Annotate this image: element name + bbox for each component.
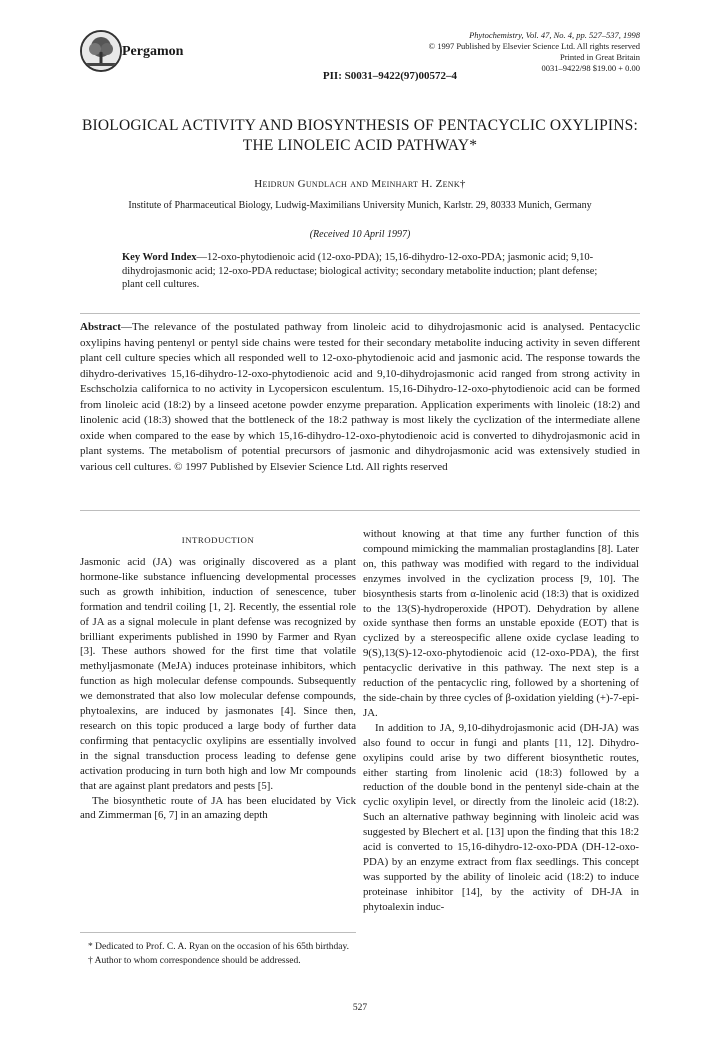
section-heading-introduction: INTRODUCTION <box>181 535 255 545</box>
pii-identifier: PII: S0031–9422(97)00572–4 <box>322 70 458 82</box>
copyright-line: © 1997 Published by Elsevier Science Ltd. All rights reserved <box>428 41 640 51</box>
author-affiliation: Institute of Pharmaceutical Biology, Ludwig-Maximilians University Munich, Karlstr. 29, 80333 Munich, Germany <box>128 200 592 211</box>
tree-emblem-icon <box>82 32 120 70</box>
footnote: * Dedicated to Prof. C. A. Ryan on the occasion of his 65th birthday. <box>88 942 349 952</box>
page-number: 527 <box>352 1003 368 1013</box>
received-date: (Received 10 April 1997) <box>309 229 411 240</box>
publisher-name: Pergamon <box>122 44 184 59</box>
paragraph: Jasmonic acid (JA) was originally discovered as a plant hormone-like substance influencing developmental processes such as growth inhibition, induction of senescence, tuber formation and tendril coiling [1, 2]. Recently, the essential role of JA as a signal molecule in plant defense was recognized by brilliant experiments published in 1990 by Farmer and Ryan [3]. These authors showed for the first time that volatile methyljasmonate (MeJA) induces proteinase inhibitors, which function as high molecular defense compounds. Subsequently we demonstrated that also low molecular defense compounds, phytoalexins, are induced by jasmonates [4]. Since then, research on this topic produced a large body of further data confirming that pentacyclic oxylipins are essentially involved in the signal transduction process leading to defense gene activation producing in turn both high and low Mr compounds that are against plant predators and pests [5]. <box>80 556 356 792</box>
footnotes <box>80 940 356 968</box>
keywords-text: —12-oxo-phytodienoic acid (12-oxo-PDA); 15,16-dihydro-12-oxo-PDA; jasmonic acid; 9,10-dihydrojasmonic acid; 12-oxo-PDA reductase; biological activity; secondary metabolite induction; plant defense; plant cell cultures. <box>122 252 598 290</box>
printed-line: Printed in Great Britain <box>559 52 640 62</box>
paragraph: The biosynthetic route of JA has been elucidated by Vick and Zimmerman [6, 7] in an amazing depth <box>80 794 356 822</box>
right-column <box>363 527 639 915</box>
abstract-block <box>80 320 640 475</box>
abstract-text: —The relevance of the postulated pathway from linoleic acid to dihydrojasmonic acid is analysed. Pentacyclic oxylipins having pentenyl or pentyl side chains were tested for their secondary metabolite inducing activity in seven different plant cell culture species which all responded well to 12-oxo-phytodienoic acid and jasmonic acid. The response towards the dihydro-derivatives 15,16-dihydro-12-oxo-phytodienoic acid and 9,10-dihydrojasmonic acid ranged from strong activity in Eschscholzia californica to no activity in Lycopersicon esculentum. 15,16-Dihydro-12-oxo-phytodienoic acid can be formed from linoleic acid (18:2) by a linseed acetone powder enzyme preparation. Application experiments with linoleic (18:2) and linolenic acid (18:3) showed that the bottleneck of the 18:2 pathway is most likely the cyclization of the intermediate allene oxide when compared to the ease by which 15,16-dihydro-12-oxo-phytodienoic acid is converted to dihydrojasmonic acid in plant systems. The metabolism of potential precursors of jasmonic and dihydrojasmonic acid was extensively studied in various cell cultures. © 1997 Published by Elsevier Science Ltd. All rights reserved <box>80 321 640 473</box>
publisher-logo <box>80 30 122 72</box>
abstract-top-divider <box>80 313 640 314</box>
article-title: BIOLOGICAL ACTIVITY AND BIOSYNTHESIS OF PENTACYCLIC OXYLIPINS: THE LINOLEIC ACID PATHWAY* <box>82 117 638 154</box>
journal-citation: Phytochemistry, Vol. 47, No. 4, pp. 527–537, 1998 <box>469 30 640 40</box>
abstract-label: Abstract <box>80 321 121 333</box>
left-column <box>80 555 356 823</box>
keywords-label: Key Word Index <box>122 252 197 263</box>
article-authors: Heidrun Gundlach and Meinhart H. Zenk† <box>254 178 466 190</box>
journal-info <box>429 30 640 74</box>
paragraph: In addition to JA, 9,10-dihydrojasmonic acid (DH-JA) was also found to occur in fungi and plants [11, 12]. Dihydro-oxylipins could arise by two different biosynthetic routes, either starting from linolenic acid (18:3) followed by a reduction of the double bond in the pentenyl side-chain at the cyclic oxylipin level, or directly from the linoleic acid (18:2). Such an alternative pathway beginning with linoleic acid was suggested by Blechert et al. [13] upon the finding that this 18:2 acid is converted to 15,16-dihydro-12-oxo-PDA (DH-12-oxo-PDA) by an enzyme extract from flax seedlings. This concept was supported by the ability of linoleic acid (18:2) to induce proteinase inhibitor [14], by the activity of DH-JA in phytoalexin induc- <box>363 721 639 913</box>
keywords-block <box>122 251 600 292</box>
issn-line: 0031–9422/98 $19.00 + 0.00 <box>541 63 640 73</box>
footnote: † Author to whom correspondence should be addressed. <box>88 956 301 966</box>
abstract-bottom-divider <box>80 510 640 511</box>
paragraph: without knowing at that time any further function of this compound mimicking the mammalian prostaglandins [8]. Later on, this pathway was modified with regard to the individual enzymes involved in the cyclization process [9, 10]. The biosynthesis starts from α-linolenic acid (18:3) that is oxidized to the 13(S)-hydroperoxide (HPOT). Dehydration by allene oxide synthase then forms an unstable epoxide (EOT) that is cyclized by a stereospecific allene oxide cyclase leading to 9(S),13(S)-12-oxo-phytodienoic acid (12-oxo-PDA), the first pentacyclic derivative in this pathway. The next step is a reduction of the pentacyclic ring, followed by a shortening of the side-chain by three cycles of β-oxidation yielding (+)-7-epi-JA. <box>363 528 639 719</box>
footnote-divider <box>80 932 356 933</box>
